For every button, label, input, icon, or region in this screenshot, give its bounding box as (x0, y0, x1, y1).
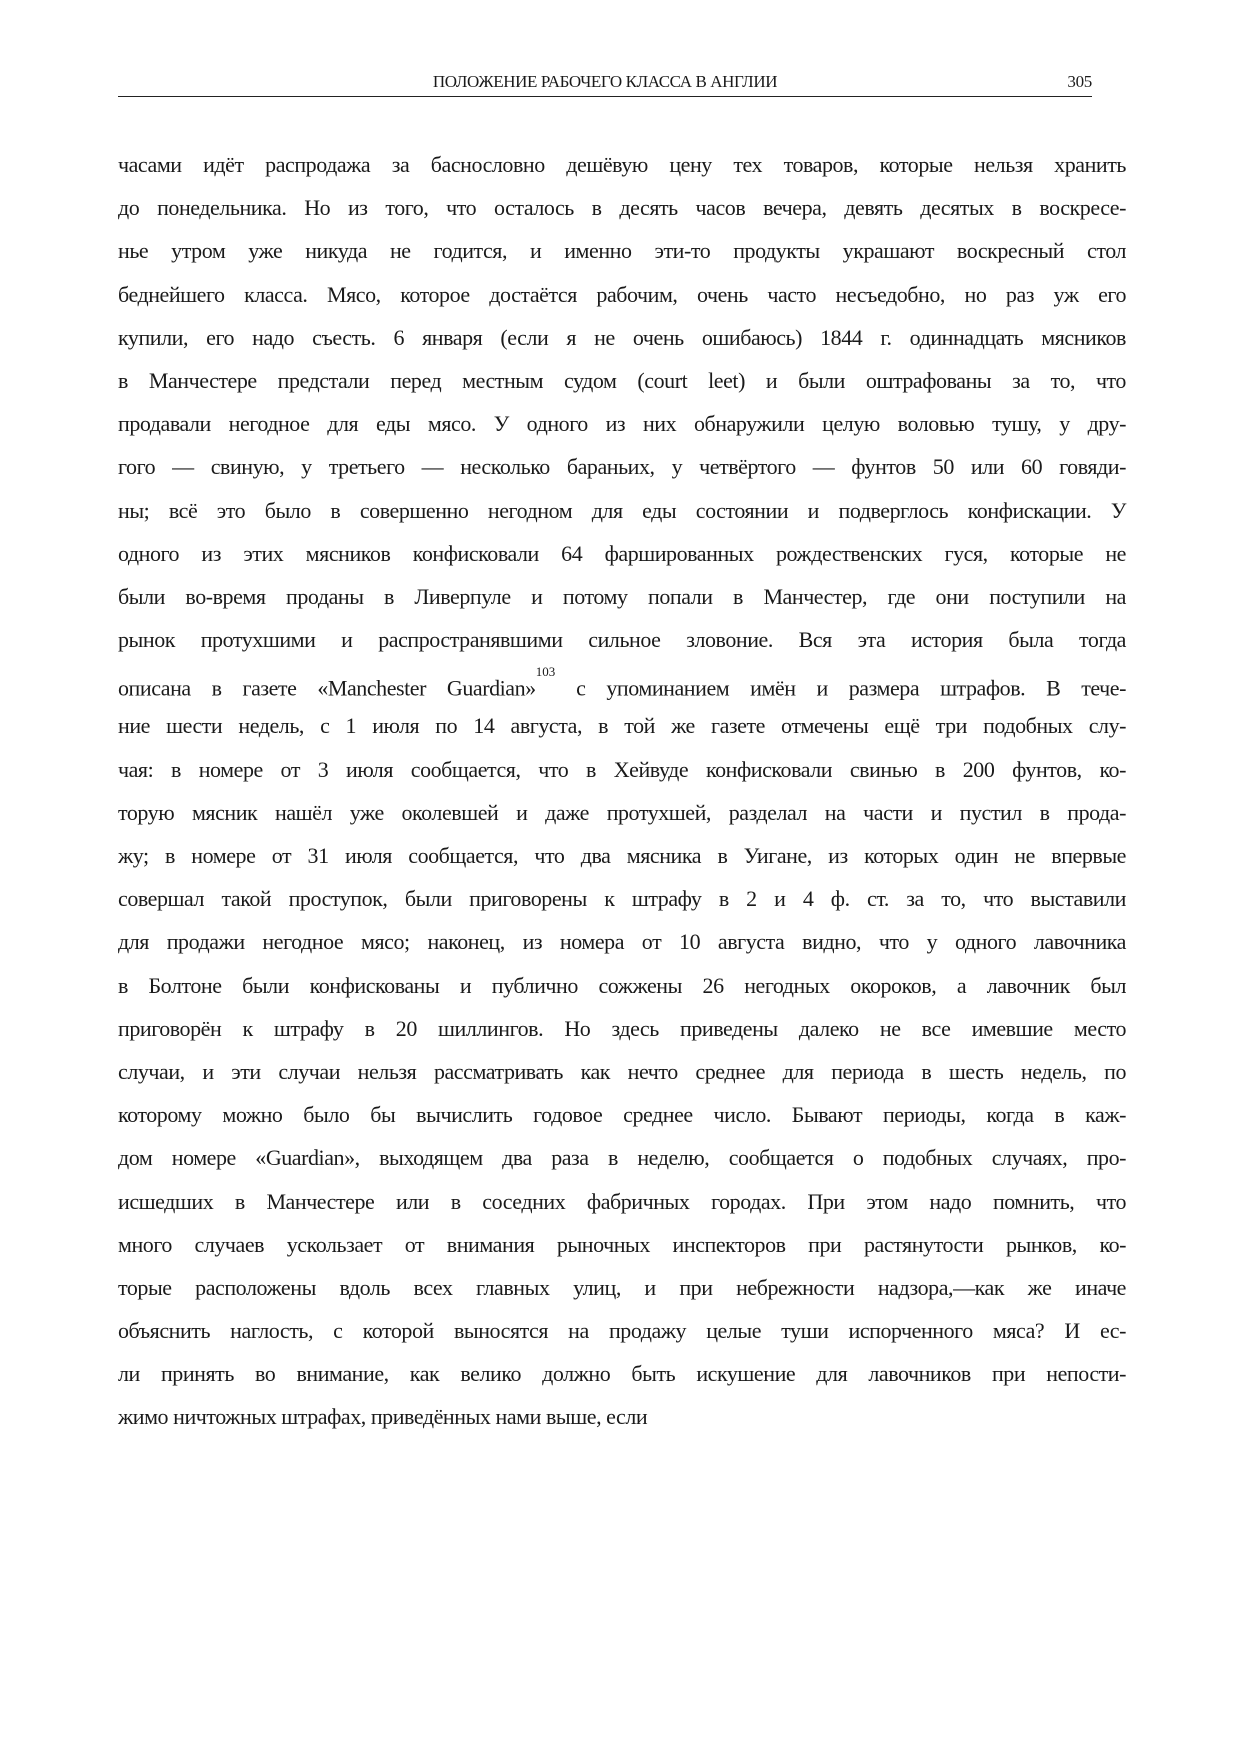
text-line: гого — свиную, у третьего — несколько бараньих, у четвёртого — фунтов 50 или 60 говяди- (118, 454, 1126, 480)
text-line: жу; в номере от 31 июля сообщается, что два мясника в Уигане, из которых один не впервые (118, 843, 1126, 868)
text-line: объяснить наглость, с которой выносятся на продажу целые туши испорченного мяса? И ес- (118, 1318, 1126, 1344)
text-line: беднейшего класса. Мясо, которое достаётся рабочим, очень часто несъедобно, но раз уж его (118, 281, 1126, 307)
text-line: торые расположены вдоль всех главных улиц, и при небрежности надзора,—как же иначе (118, 1274, 1126, 1300)
text-line: рынок протухшими и распространявшими сильное зловоние. Вся эта история была тогда (118, 627, 1126, 653)
text-line: в Болтоне были конфискованы и публично сожжены 26 негодных окороков, а лавочник был (118, 972, 1126, 998)
text-line: купили, его надо съесть. 6 января (если я не очень ошибаюсь) 1844 г. одиннадцать мясников (118, 324, 1126, 350)
text-line: часами идёт распродажа за баснословно дешёвую цену тех товаров, которые нельзя хранить (118, 152, 1126, 177)
text-line: до понедельника. Но из того, что осталось в десять часов вечера, девять десятых в воскресе- (118, 195, 1126, 221)
footnote-reference[interactable]: 103 (535, 664, 556, 680)
text-line: для продажи негодное мясо; наконец, из номера от 10 августа видно, что у одного лавочника (118, 929, 1126, 955)
text-line: продавали негодное для еды мясо. У одного из них обнаружили целую воловью тушу, у дру- (118, 411, 1126, 437)
text-line: исшедших в Манчестере или в соседних фабричных городах. При этом надо помнить, что (118, 1188, 1126, 1214)
text-line: совершал такой проступок, были приговорены к штрафу в 2 и 4 ф. ст. за то, что выставили (118, 886, 1126, 912)
text-line: ние шести недель, с 1 июля по 14 августа, в той же газете отмечены ещё три подобных слу- (118, 713, 1126, 739)
text-segment: с упоминанием имён и размера штрафов. В тече- (555, 675, 1126, 701)
running-header (118, 72, 1092, 97)
text-line: торую мясник нашёл уже околевшей и даже протухшей, разделал на части и пустил в прода- (118, 799, 1126, 825)
text-line: чая: в номере от 3 июля сообщается, что в Хейвуде конфисковали свинью в 200 фунтов, ко- (118, 756, 1126, 782)
text-line: случаи, и эти случаи нельзя рассматривать как нечто среднее для периода в шесть недель, по (118, 1058, 1126, 1084)
body-text (118, 143, 1126, 1439)
running-title: ПОЛОЖЕНИЕ РАБОЧЕГО КЛАССА В АНГЛИИ (432, 72, 778, 91)
text-line: много случаев ускользает от внимания рыночных инспекторов при растянутости рынков, ко- (118, 1231, 1126, 1257)
text-line: одного из этих мясников конфисковали 64 фаршированных рождественских гуся, которые не (118, 540, 1126, 566)
text-segment: описана в газете «Manchester Guardian» (118, 675, 536, 701)
text-line: ли принять во внимание, как велико должно быть искушение для лавочников при непости- (118, 1361, 1126, 1387)
text-line: были во-время проданы в Ливерпуле и потому попали в Манчестер, где они поступили на (118, 583, 1126, 609)
text-line: в Манчестере предстали перед местным судом (court leet) и были оштрафованы за то, что (118, 367, 1126, 393)
text-line: которому можно было бы вычислить годовое среднее число. Бывают периоды, когда в каж- (118, 1102, 1126, 1128)
text-line: приговорён к штрафу в 20 шиллингов. Но здесь приведены далеко не все имевшие место (118, 1015, 1126, 1041)
text-line: ны; всё это было в совершенно негодном для еды состоянии и подверглось конфискации. У (118, 497, 1126, 523)
text-line-last: жимо ничтожных штрафах, приведённых нами выше, если (118, 1404, 648, 1430)
text-line: нье утром уже никуда не годится, и именно эти-то продукты украшают воскресный стол (118, 238, 1126, 264)
text-line: дом номере «Guardian», выходящем два раза в неделю, сообщается о подобных случаях, про- (118, 1145, 1126, 1171)
page-number: 305 (1067, 72, 1092, 91)
text-line-with-footnote (118, 661, 1126, 704)
